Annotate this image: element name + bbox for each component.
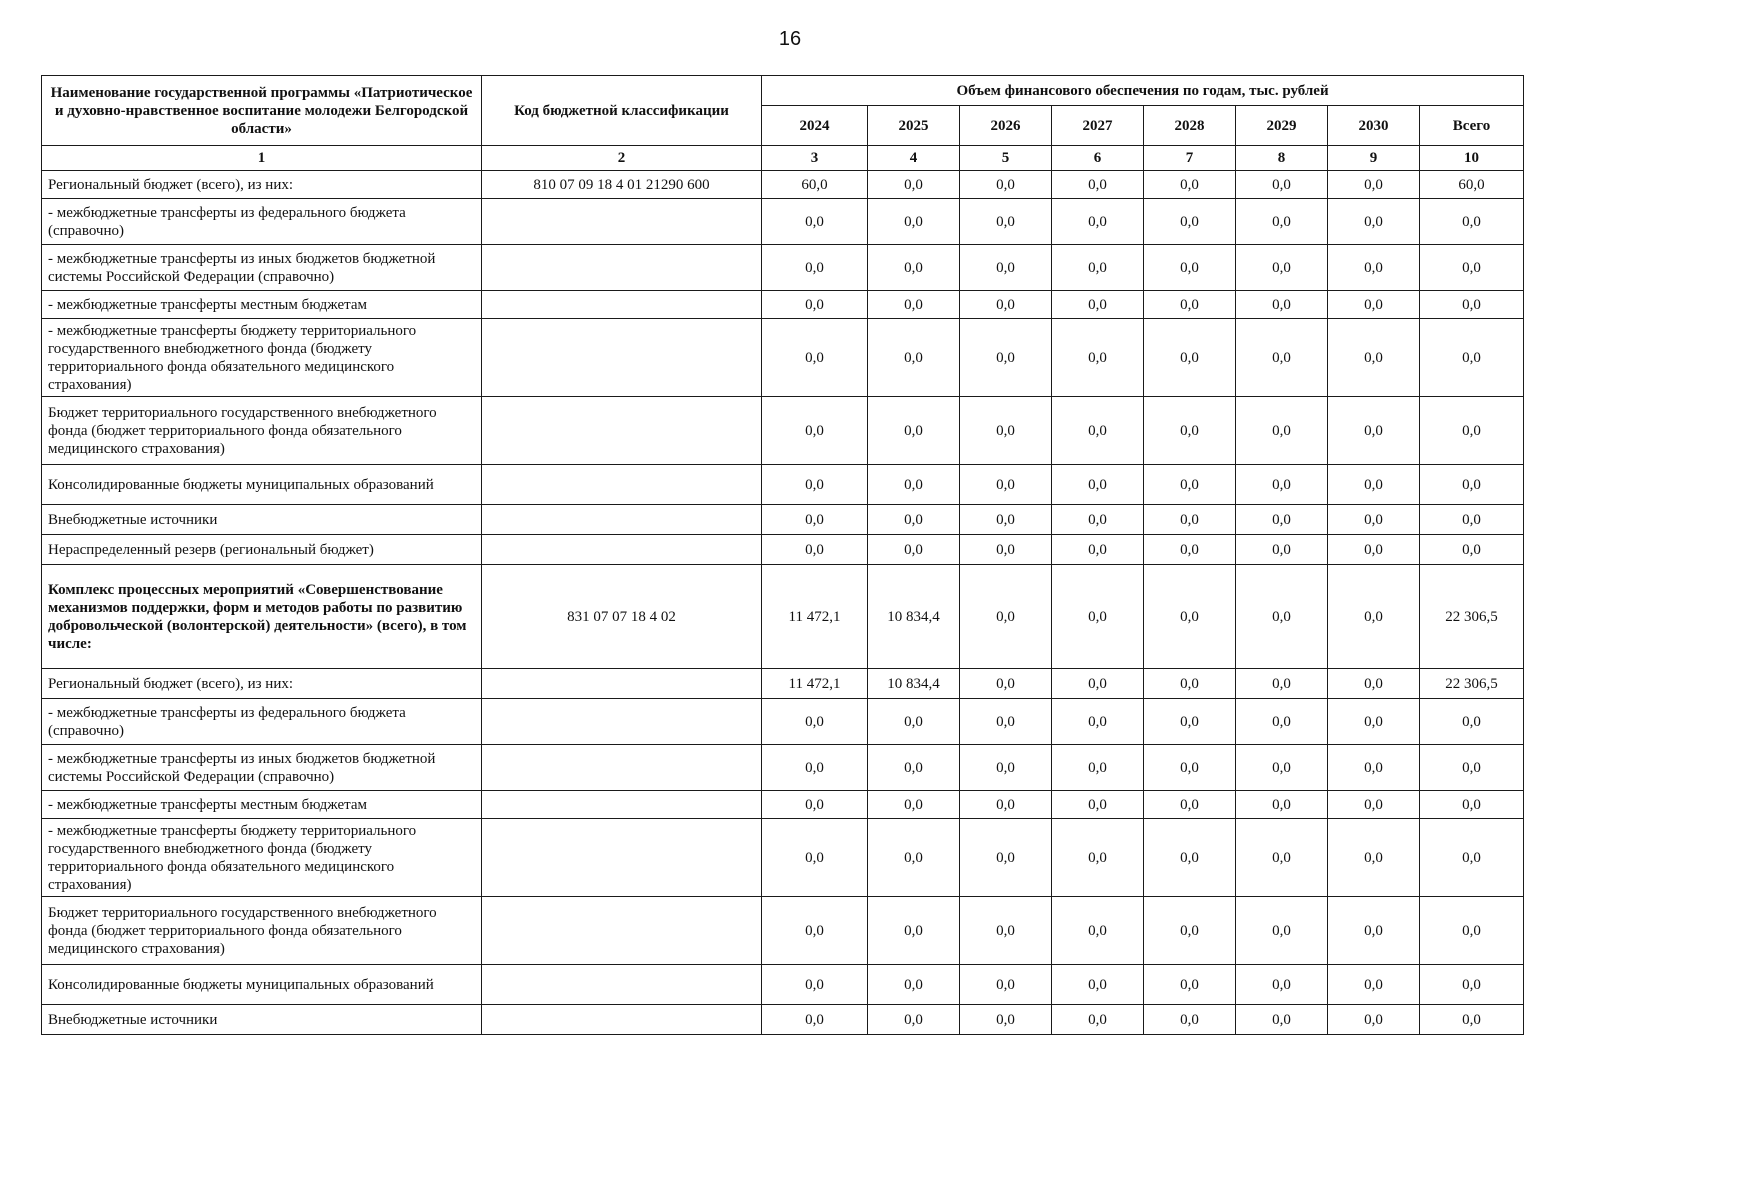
row-total: 60,0 [1420,171,1524,199]
row-code [482,745,762,791]
row-value: 0,0 [1236,819,1328,897]
row-value: 0,0 [1052,565,1144,669]
row-value: 0,0 [1144,535,1236,565]
row-value: 0,0 [868,319,960,397]
row-name: - межбюджетные трансферты местным бюджетам [42,291,482,319]
row-value: 0,0 [1144,669,1236,699]
column-index: 10 [1420,146,1524,171]
row-value: 0,0 [1328,745,1420,791]
row-code [482,291,762,319]
row-name: Внебюджетные источники [42,505,482,535]
row-value: 0,0 [1236,669,1328,699]
row-name: Комплекс процессных мероприятий «Совершенствование механизмов поддержки, форм и методов работы по развитию добровольческой (волонтерской) деятельности» (всего), в том числе: [42,565,482,669]
row-value: 0,0 [1144,897,1236,965]
row-name: - межбюджетные трансферты бюджету территориального государственного внебюджетного фонда (бюджету территориального фонда обязательного медицинского страхования) [42,319,482,397]
row-value: 0,0 [868,199,960,245]
row-value: 0,0 [1144,699,1236,745]
page-number: 16 [778,28,802,50]
row-name: Консолидированные бюджеты муниципальных образований [42,465,482,505]
row-total: 0,0 [1420,965,1524,1005]
table-row [42,965,1524,1005]
row-value: 0,0 [1236,291,1328,319]
column-index: 7 [1144,146,1236,171]
row-value: 0,0 [1328,669,1420,699]
row-value: 0,0 [960,791,1052,819]
row-value: 0,0 [1236,505,1328,535]
row-code: 810 07 09 18 4 01 21290 600 [482,171,762,199]
row-value: 0,0 [1328,535,1420,565]
row-value: 0,0 [1144,505,1236,535]
row-total: 0,0 [1420,745,1524,791]
row-value: 0,0 [960,819,1052,897]
row-value: 0,0 [1328,319,1420,397]
row-value: 0,0 [1328,465,1420,505]
row-value: 0,0 [1328,965,1420,1005]
table-row [42,699,1524,745]
row-value: 0,0 [1052,897,1144,965]
row-value: 0,0 [960,965,1052,1005]
row-value: 0,0 [1052,397,1144,465]
row-value: 0,0 [1052,319,1144,397]
row-value: 0,0 [868,819,960,897]
row-value: 0,0 [1144,171,1236,199]
row-value: 0,0 [1328,199,1420,245]
row-code [482,897,762,965]
table-row [42,791,1524,819]
row-name: Бюджет территориального государственного внебюджетного фонда (бюджет территориального фонда обязательного медицинского страхования) [42,897,482,965]
row-name: Нераспределенный резерв (региональный бюджет) [42,535,482,565]
header-year: 2028 [1144,106,1236,146]
row-value: 0,0 [960,669,1052,699]
table-row [42,535,1524,565]
row-value: 0,0 [1328,699,1420,745]
row-value: 0,0 [960,565,1052,669]
table-row [42,505,1524,535]
row-value: 0,0 [1328,897,1420,965]
header-year: 2030 [1328,106,1420,146]
table-row [42,669,1524,699]
column-index: 1 [42,146,482,171]
row-code [482,245,762,291]
table-body [42,171,1524,1035]
row-value: 0,0 [1052,171,1144,199]
row-value: 0,0 [1052,819,1144,897]
row-value: 0,0 [1236,465,1328,505]
row-code [482,319,762,397]
header-total: Всего [1420,106,1524,146]
table-row [42,171,1524,199]
row-total: 0,0 [1420,199,1524,245]
row-value: 0,0 [1144,745,1236,791]
row-value: 0,0 [762,699,868,745]
row-value: 0,0 [1052,245,1144,291]
row-value: 0,0 [868,965,960,1005]
row-name: - межбюджетные трансферты из иных бюджетов бюджетной системы Российской Федерации (справочно) [42,245,482,291]
row-code [482,699,762,745]
row-value: 0,0 [762,245,868,291]
row-name: Консолидированные бюджеты муниципальных образований [42,965,482,1005]
row-value: 0,0 [1328,565,1420,669]
row-value: 0,0 [868,465,960,505]
row-value: 0,0 [1144,199,1236,245]
row-value: 60,0 [762,171,868,199]
row-value: 0,0 [1052,965,1144,1005]
row-value: 0,0 [1328,171,1420,199]
table-row [42,245,1524,291]
row-value: 0,0 [762,505,868,535]
row-code [482,791,762,819]
row-value: 0,0 [1328,245,1420,291]
row-value: 11 472,1 [762,669,868,699]
row-total: 0,0 [1420,791,1524,819]
row-total: 0,0 [1420,505,1524,535]
header-year: 2029 [1236,106,1328,146]
row-value: 0,0 [960,245,1052,291]
column-index: 4 [868,146,960,171]
row-total: 0,0 [1420,897,1524,965]
row-value: 0,0 [960,319,1052,397]
header-year: 2025 [868,106,960,146]
row-total: 0,0 [1420,819,1524,897]
row-value: 0,0 [1328,291,1420,319]
row-value: 0,0 [868,699,960,745]
row-name: - межбюджетные трансферты из иных бюджетов бюджетной системы Российской Федерации (справочно) [42,745,482,791]
row-value: 0,0 [1052,199,1144,245]
column-index: 9 [1328,146,1420,171]
row-value: 0,0 [762,199,868,245]
row-value: 0,0 [1052,669,1144,699]
row-value: 0,0 [1144,1005,1236,1035]
row-value: 0,0 [960,465,1052,505]
row-value: 0,0 [1328,819,1420,897]
row-value: 10 834,4 [868,669,960,699]
table-row [42,199,1524,245]
row-value: 0,0 [1144,791,1236,819]
row-value: 0,0 [960,505,1052,535]
row-value: 0,0 [960,171,1052,199]
table-row [42,745,1524,791]
row-code [482,505,762,535]
row-value: 0,0 [868,1005,960,1035]
row-code: 831 07 07 18 4 02 [482,565,762,669]
row-value: 0,0 [762,535,868,565]
row-total: 0,0 [1420,397,1524,465]
row-value: 11 472,1 [762,565,868,669]
row-value: 0,0 [1052,535,1144,565]
row-total: 0,0 [1420,535,1524,565]
row-value: 0,0 [1052,791,1144,819]
column-index: 3 [762,146,868,171]
row-total: 0,0 [1420,465,1524,505]
row-name: Бюджет территориального государственного внебюджетного фонда (бюджет территориального фонда обязательного медицинского страхования) [42,397,482,465]
row-value: 0,0 [1052,291,1144,319]
row-value: 0,0 [1144,819,1236,897]
row-name: - межбюджетные трансферты из федерального бюджета (справочно) [42,699,482,745]
table-row [42,397,1524,465]
column-index: 2 [482,146,762,171]
row-code [482,669,762,699]
table-row [42,565,1524,669]
row-value: 0,0 [1236,699,1328,745]
row-value: 0,0 [1328,505,1420,535]
row-value: 0,0 [1236,245,1328,291]
row-value: 0,0 [762,465,868,505]
table-row [42,819,1524,897]
row-code [482,397,762,465]
row-name: Внебюджетные источники [42,1005,482,1035]
header-year: 2027 [1052,106,1144,146]
row-value: 0,0 [960,745,1052,791]
row-value: 0,0 [1052,699,1144,745]
row-value: 0,0 [762,1005,868,1035]
row-value: 0,0 [762,319,868,397]
row-name: Региональный бюджет (всего), из них: [42,669,482,699]
header-year: 2026 [960,106,1052,146]
row-code [482,1005,762,1035]
header-program-name: Наименование государственной программы «Патриотическое и духовно-нравственное воспитание молодежи Белгородской области» [42,76,482,146]
budget-table [41,75,1524,1035]
row-value: 0,0 [1236,1005,1328,1035]
row-value: 0,0 [1052,1005,1144,1035]
row-value: 0,0 [1328,1005,1420,1035]
row-value: 0,0 [960,291,1052,319]
row-value: 0,0 [1236,171,1328,199]
row-value: 0,0 [762,791,868,819]
row-value: 0,0 [1236,965,1328,1005]
row-code [482,819,762,897]
column-index: 5 [960,146,1052,171]
row-value: 0,0 [1144,465,1236,505]
row-value: 0,0 [1236,319,1328,397]
row-name: - межбюджетные трансферты бюджету территориального государственного внебюджетного фонда (бюджету территориального фонда обязательного медицинского страхования) [42,819,482,897]
table-row [42,291,1524,319]
header-code: Код бюджетной классификации [482,76,762,146]
row-total: 0,0 [1420,699,1524,745]
row-value: 0,0 [1236,397,1328,465]
row-value: 0,0 [868,245,960,291]
row-value: 0,0 [868,535,960,565]
row-value: 0,0 [960,897,1052,965]
row-total: 22 306,5 [1420,565,1524,669]
row-value: 0,0 [868,397,960,465]
row-value: 0,0 [1236,897,1328,965]
table-row [42,465,1524,505]
row-code [482,199,762,245]
row-value: 0,0 [1052,465,1144,505]
column-index: 6 [1052,146,1144,171]
row-value: 0,0 [1144,245,1236,291]
row-value: 0,0 [1328,397,1420,465]
row-value: 0,0 [960,535,1052,565]
row-value: 0,0 [762,897,868,965]
row-value: 10 834,4 [868,565,960,669]
row-value: 0,0 [1144,397,1236,465]
row-total: 0,0 [1420,319,1524,397]
row-value: 0,0 [1144,965,1236,1005]
row-value: 0,0 [960,1005,1052,1035]
row-value: 0,0 [960,397,1052,465]
row-name: - межбюджетные трансферты местным бюджетам [42,791,482,819]
row-value: 0,0 [1144,565,1236,669]
row-value: 0,0 [1236,199,1328,245]
row-value: 0,0 [1236,791,1328,819]
table-row [42,319,1524,397]
header-year: 2024 [762,106,868,146]
row-value: 0,0 [1144,319,1236,397]
row-value: 0,0 [1144,291,1236,319]
column-index-row [42,146,1524,171]
row-total: 22 306,5 [1420,669,1524,699]
row-value: 0,0 [868,505,960,535]
row-value: 0,0 [868,745,960,791]
row-value: 0,0 [868,791,960,819]
row-value: 0,0 [762,965,868,1005]
row-value: 0,0 [762,819,868,897]
row-value: 0,0 [868,171,960,199]
row-code [482,965,762,1005]
row-value: 0,0 [1236,535,1328,565]
row-code [482,465,762,505]
row-value: 0,0 [1328,791,1420,819]
row-value: 0,0 [868,897,960,965]
column-index: 8 [1236,146,1328,171]
table-row [42,1005,1524,1035]
row-value: 0,0 [1052,505,1144,535]
row-value: 0,0 [960,699,1052,745]
row-value: 0,0 [1052,745,1144,791]
row-value: 0,0 [762,397,868,465]
row-value: 0,0 [762,745,868,791]
row-value: 0,0 [868,291,960,319]
header-volume: Объем финансового обеспечения по годам, тыс. рублей [762,76,1524,106]
table-row [42,897,1524,965]
row-total: 0,0 [1420,291,1524,319]
row-value: 0,0 [1236,745,1328,791]
row-name: Региональный бюджет (всего), из них: [42,171,482,199]
row-code [482,535,762,565]
row-name: - межбюджетные трансферты из федерального бюджета (справочно) [42,199,482,245]
row-value: 0,0 [762,291,868,319]
row-value: 0,0 [960,199,1052,245]
row-total: 0,0 [1420,245,1524,291]
row-total: 0,0 [1420,1005,1524,1035]
row-value: 0,0 [1236,565,1328,669]
